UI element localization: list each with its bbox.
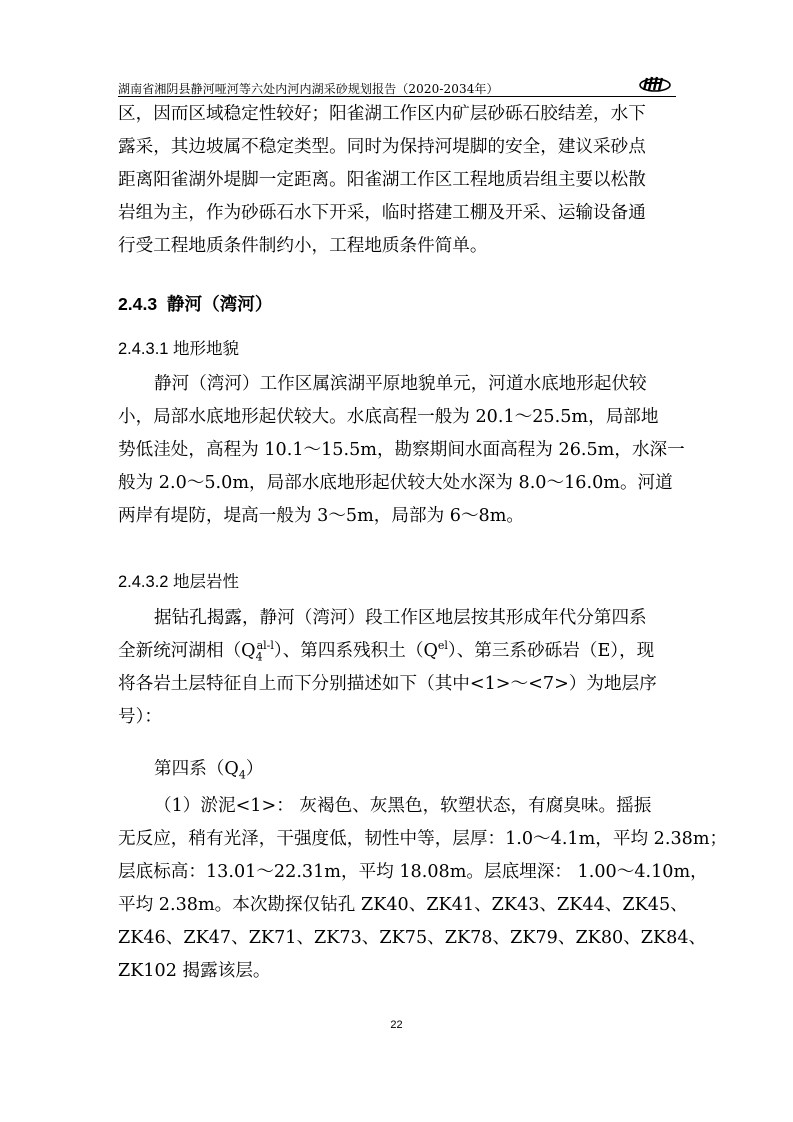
section-heading-2-4-3-2: 2.4.3.2 地层岩性 (118, 573, 240, 591)
text-line: （1）淤泥<1>： 灰褐色、灰黑色，软塑状态，有腐臭味。摇振 (154, 796, 652, 816)
text-segment: ） (245, 759, 264, 779)
text-line: 号）： (118, 707, 162, 727)
section-heading-2-4-3 (118, 291, 273, 316)
section-number: 2.4.3 (118, 294, 158, 314)
text-line: 势低洼处，高程为 10.1～15.5m，勘察期间水面高程为 26.5m，水深一 (118, 440, 685, 460)
text-line-formula (118, 635, 678, 668)
text-segment: 全新统河湖相（Q (118, 641, 256, 661)
text-line: 般为 2.0～5.0m，局部水底地形起伏较大处水深为 8.0～16.0m。河道 (118, 473, 673, 493)
text-line: ZK102 揭露该层。 (118, 961, 271, 981)
text-line: 两岸有堤防，堤高一般为 3～5m，局部为 6～8m。 (118, 506, 525, 526)
text-line: 行受工程地质条件制约小，工程地质条件简单。 (118, 236, 488, 256)
page-number: 22 (390, 1019, 403, 1031)
text-segment: ）、第四系残积土（Q (273, 641, 438, 661)
text-segment: 第四系（Q (154, 759, 239, 779)
text-line: 据钻孔揭露，静河（湾河）段工作区地层按其形成年代分第四系 (154, 608, 647, 628)
text-line: 层底标高：13.01～22.31m，平均 18.08m。层底埋深： 1.00～4.10m， (118, 862, 708, 882)
text-line: 静河（湾河）工作区属滨湖平原地貌单元，河道水底地形起伏较 (154, 374, 647, 394)
superscript: al-l (256, 639, 274, 653)
paragraph-silt (118, 790, 728, 988)
text-line (118, 753, 678, 786)
text-line: 平均 2.38m。本次勘探仅钻孔 ZK40、ZK41、ZK43、ZK44、ZK45、 (118, 895, 688, 915)
subscript: 4 (255, 650, 263, 664)
paragraph-strata (118, 602, 678, 734)
paragraph-terrain (118, 368, 685, 533)
quaternary-label (118, 753, 678, 786)
header-rule (118, 96, 676, 97)
superscript: el (437, 639, 448, 653)
section-heading-2-4-3-1: 2.4.3.1 地形地貌 (118, 340, 240, 358)
text-line: 距离阳雀湖外堤脚一定距离。阳雀湖工作区工程地质岩组主要以松散 (118, 170, 646, 190)
hh-logo-icon (638, 74, 672, 94)
header-title: 湖南省湘阴县静河哑河等六处内河内湖采砂规划报告（2020-2034年） (118, 82, 499, 96)
text-line: 区，因而区域稳定性较好；阳雀湖工作区内矿层砂砾石胶结差，水下 (118, 104, 646, 124)
text-line: 小，局部水底地形起伏较大。水底高程一般为 20.1～25.5m，局部地 (118, 407, 659, 427)
section-title: 静河（湾河） (166, 294, 273, 314)
paragraph-intro (118, 98, 678, 263)
text-segment: ）、第三系砂砾岩（E），现 (447, 641, 655, 661)
text-line: ZK46、ZK47、ZK71、ZK73、ZK75、ZK78、ZK79、ZK80、ZK84、 (118, 928, 707, 948)
text-line: 露采，其边坡属不稳定类型。同时为保持河堤脚的安全，建议采砂点 (118, 137, 646, 157)
subscript: 4 (238, 768, 246, 782)
text-line: 无反应，稍有光泽，干强度低，韧性中等，层厚：1.0～4.1m，平均 2.38m； (118, 829, 728, 849)
text-line: 岩组为主，作为砂砾石水下开采，临时搭建工棚及开采、运输设备通 (118, 203, 646, 223)
text-line: 将各岩土层特征自上而下分别描述如下（其中<1>～<7>）为地层序 (118, 674, 657, 694)
